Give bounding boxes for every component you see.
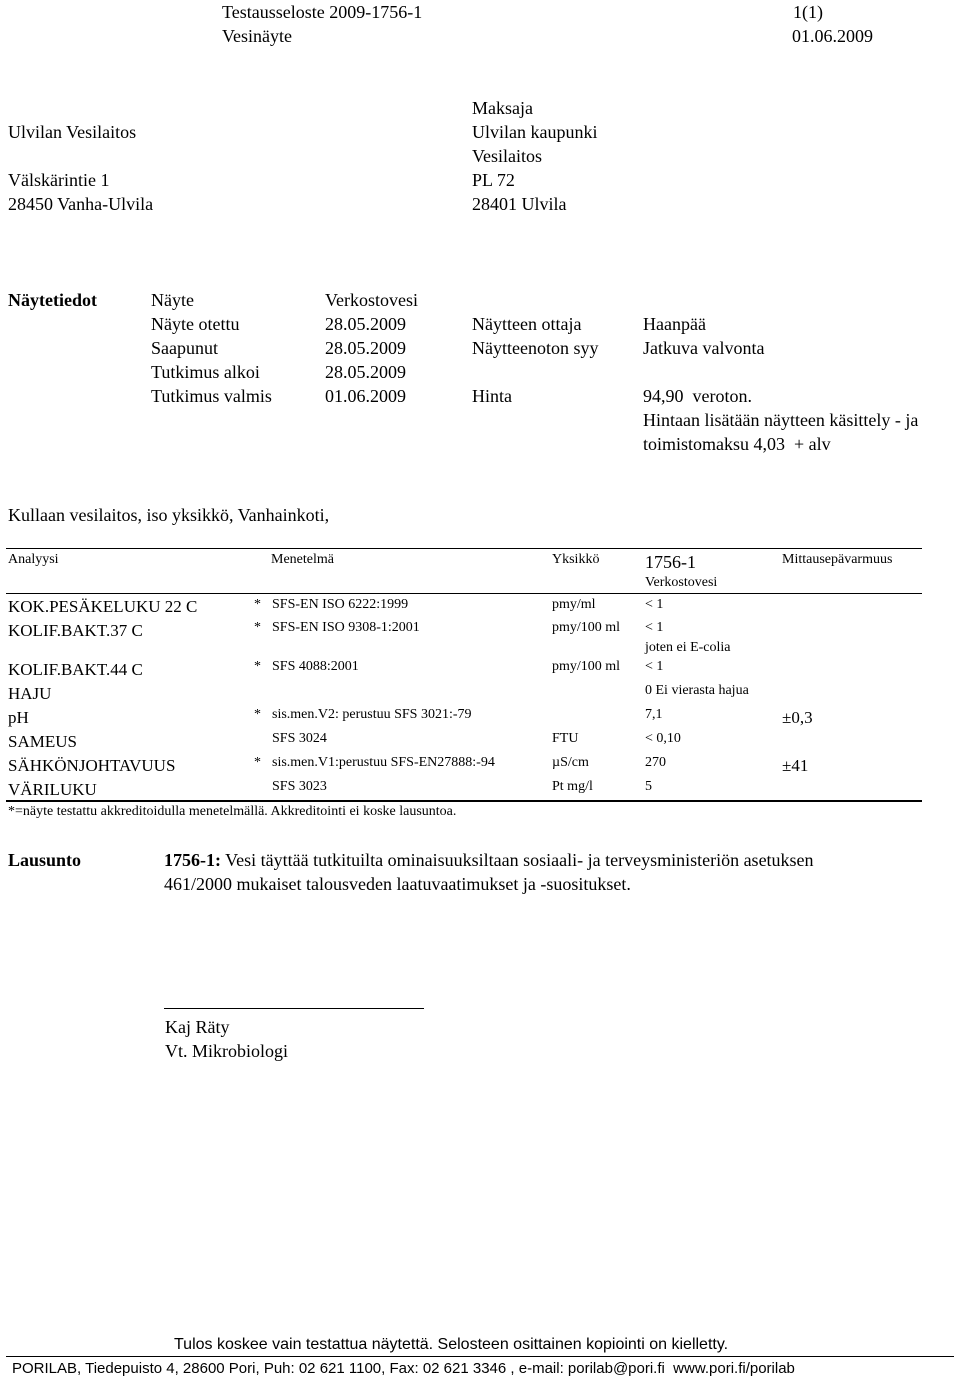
row-result: < 1: [645, 659, 664, 674]
signer-name: Kaj Räty: [165, 1017, 230, 1037]
signature-line: [164, 1008, 424, 1009]
row-analysis: KOLIF.BAKT.44 C: [8, 660, 143, 679]
row-unit: Pt mg/l: [552, 779, 593, 794]
recipient-name: Ulvilan Vesilaitos: [8, 122, 137, 142]
table-top-rule: [6, 548, 922, 549]
row-method: sis.men.V1:perustuu SFS-EN27888:-94: [272, 755, 495, 770]
table-header-rule: [6, 593, 922, 594]
recipient-city: 28450 Vanha-Ulvila: [8, 194, 154, 214]
taken-value: 28.05.2009: [325, 314, 406, 334]
col-unit-header: Yksikkö: [552, 552, 600, 567]
payer-line1: Ulvilan kaupunki: [472, 122, 598, 142]
row-method: SFS 3024: [272, 731, 327, 746]
finished-label: Tutkimus valmis: [151, 386, 272, 406]
row-accreditation-mark: *: [254, 707, 261, 722]
reason-value: Jatkuva valvonta: [643, 338, 765, 358]
sampling-location: Kullaan vesilaitos, iso yksikkö, Vanhainkoti,: [8, 505, 330, 525]
col-method-header: Menetelmä: [271, 552, 334, 567]
row-accreditation-mark: *: [254, 755, 261, 770]
statement-label: Lausunto: [8, 850, 82, 870]
received-value: 28.05.2009: [325, 338, 406, 358]
row-result: 0 Ei vierasta hajua: [645, 683, 749, 698]
footer-rule: [6, 1356, 954, 1357]
row-result: < 1: [645, 620, 664, 635]
reason-label: Näytteenoton syy: [472, 338, 599, 358]
taker-value: Haanpää: [643, 314, 706, 334]
row-uncertainty: ±0,3: [782, 708, 813, 727]
row-result-note: joten ei E-colia: [645, 640, 731, 655]
recipient-street: Välskärintie 1: [8, 170, 110, 190]
started-value: 28.05.2009: [325, 362, 406, 382]
price-label: Hinta: [472, 386, 512, 406]
report-title: Testausseloste 2009-1756-1: [222, 2, 423, 22]
row-result: 270: [645, 755, 666, 770]
row-accreditation-mark: *: [254, 597, 261, 612]
price-note-2: toimistomaksu 4,03 + alv: [643, 434, 831, 454]
row-uncertainty: ±41: [782, 756, 809, 775]
row-analysis: KOK.PESÄKELUKU 22 C: [8, 597, 198, 616]
footer-contact: PORILAB, Tiedepuisto 4, 28600 Pori, Puh: 02 621 1100, Fax: 02 621 3346 , e-mail: porilab@pori.fi www.pori.fi/porilab: [12, 1360, 795, 1377]
statement-text-1: Vesi täyttää tutkituilta ominaisuuksiltaan sosiaali- ja terveysministeriön asetuksen: [221, 850, 814, 870]
col-analysis-header: Analyysi: [8, 552, 59, 567]
row-method: sis.men.V2: perustuu SFS 3021:-79: [272, 707, 472, 722]
row-analysis: SÄHKÖNJOHTAVUUS: [8, 756, 176, 775]
statement-code: 1756-1:: [164, 850, 221, 870]
footer-notice: Tulos koskee vain testattua näytettä. Selosteen osittainen kopiointi on kielletty.: [174, 1336, 729, 1353]
row-analysis: KOLIF.BAKT.37 C: [8, 621, 143, 640]
row-result: < 1: [645, 597, 664, 612]
row-unit: pmy/100 ml: [552, 620, 621, 635]
signer-title: Vt. Mikrobiologi: [165, 1041, 289, 1061]
report-date: 01.06.2009: [792, 26, 873, 46]
report-subtitle: Vesinäyte: [222, 26, 292, 46]
row-analysis: pH: [8, 708, 29, 727]
row-method: SFS-EN ISO 6222:1999: [272, 597, 409, 612]
row-result: < 0,10: [645, 731, 681, 746]
statement-line-1: [164, 850, 814, 871]
col-sample-header: 1756-1: [645, 552, 696, 572]
row-unit: pmy/ml: [552, 597, 596, 612]
row-accreditation-mark: *: [254, 659, 261, 674]
payer-label: Maksaja: [472, 98, 533, 118]
row-unit: FTU: [552, 731, 579, 746]
row-accreditation-mark: *: [254, 620, 261, 635]
sample-label: Näyte: [151, 290, 194, 310]
row-unit: pmy/100 ml: [552, 659, 621, 674]
table-footnote: *=näyte testattu akkreditoidulla menetelmällä. Akkreditointi ei koske lausuntoa.: [8, 804, 457, 819]
col-uncertainty-header: Mittausepävarmuus: [782, 552, 893, 567]
row-method: SFS-EN ISO 9308-1:2001: [272, 620, 420, 635]
row-analysis: HAJU: [8, 684, 52, 703]
statement-text-2: 461/2000 mukaiset talousveden laatuvaatimukset ja -suositukset.: [164, 874, 631, 894]
row-method: SFS 3023: [272, 779, 327, 794]
row-unit: µS/cm: [552, 755, 589, 770]
col-sample-subheader: Verkostovesi: [645, 575, 718, 590]
row-result: 7,1: [645, 707, 663, 722]
sample-value: Verkostovesi: [325, 290, 418, 310]
taken-label: Näyte otettu: [151, 314, 240, 334]
sample-info-heading: Näytetiedot: [8, 290, 97, 310]
price-value: 94,90 veroton.: [643, 386, 752, 406]
taker-label: Näytteen ottaja: [472, 314, 582, 334]
received-label: Saapunut: [151, 338, 218, 358]
row-analysis: SAMEUS: [8, 732, 77, 751]
payer-line2: Vesilaitos: [472, 146, 542, 166]
page-number: 1(1): [793, 2, 823, 22]
payer-line4: 28401 Ulvila: [472, 194, 567, 214]
price-note-1: Hintaan lisätään näytteen käsittely - ja: [643, 410, 919, 430]
payer-line3: PL 72: [472, 170, 515, 190]
row-analysis: VÄRILUKU: [8, 780, 97, 799]
row-result: 5: [645, 779, 652, 794]
finished-value: 01.06.2009: [325, 386, 406, 406]
table-bottom-rule: [6, 800, 922, 802]
started-label: Tutkimus alkoi: [151, 362, 260, 382]
row-method: SFS 4088:2001: [272, 659, 359, 674]
